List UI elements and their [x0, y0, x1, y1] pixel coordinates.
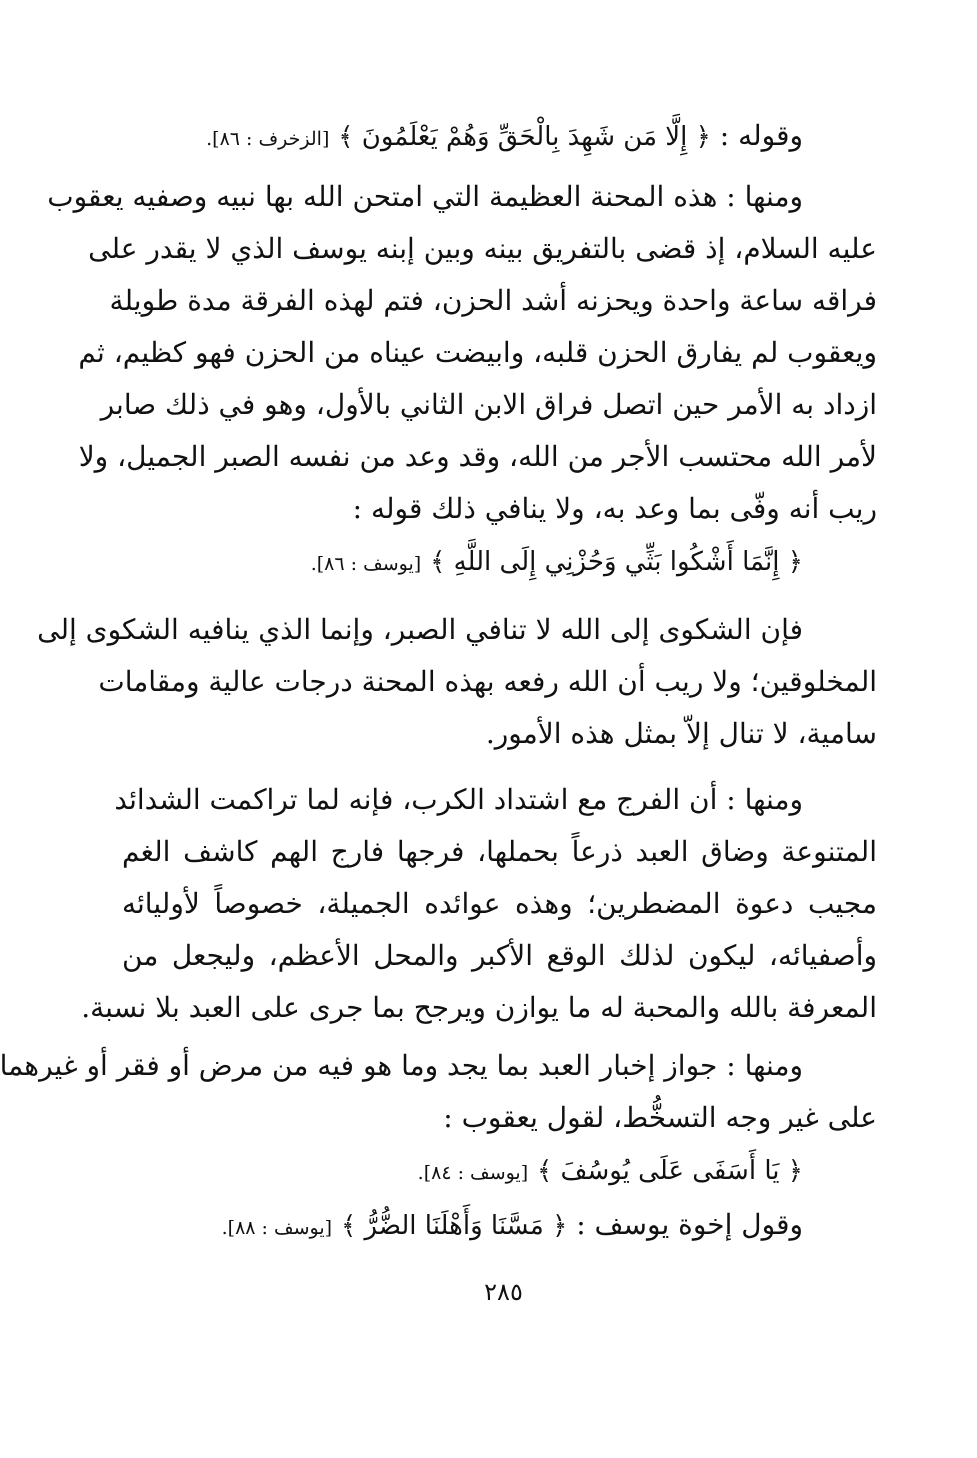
quran-verse: ﴿ إِلَّا مَن شَهِدَ بِالْحَقِّ وَهُمْ يَعْلَمُونَ ﴾ [338, 122, 711, 152]
verse-reference: [يوسف : ٨٨]. [221, 1217, 333, 1239]
verse-line-yusuf-88 [122, 1199, 877, 1254]
text-line: المتنوعة وضاق العبد ذرعاً بحملها، فرجها فارج الهم كاشف الغم [122, 835, 877, 868]
verse-line-zukhruf [122, 110, 877, 165]
paragraph-relief [81, 774, 877, 1034]
paragraph-permission [0, 1040, 877, 1144]
text-line: ازداد به الأمر حين اتصل فراق الابن الثاني بالأول، وهو في ذلك صابر [100, 388, 877, 421]
text-line: ريب أنه وفّى بما وعد به، ولا ينافي ذلك قوله : [352, 492, 877, 525]
quran-verse: ﴿ يَا أَسَفَى عَلَى يُوسُفَ ﴾ [537, 1156, 803, 1186]
quran-verse: ﴿ إِنَّمَا أَشْكُوا بَثِّي وَحُزْنِي إِلَى اللَّهِ ﴾ [430, 547, 803, 577]
paragraph-trial [47, 171, 877, 535]
text-line: مجيب دعوة المضطرين؛ وهذه عوائده الجميلة، خصوصاً لأوليائه [122, 887, 877, 920]
text-line: المعرفة بالله والمحبة له ما يوازن ويرجح بما جرى على العبد بلا نسبة. [81, 991, 877, 1024]
text-line: لأمر الله محتسب الأجر من الله، وقد وعد من نفسه الصبر الجميل، ولا [78, 440, 877, 473]
text-line: على غير وجه التسخُّط، لقول يعقوب : [443, 1101, 877, 1134]
text-line: ومنها : أن الفرج مع اشتداد الكرب، فإنه لما تراكمت الشدائد [114, 783, 803, 816]
quran-verse: ﴿ مَسَّنَا وَأَهْلَنَا الضُّرُّ ﴾ [340, 1211, 568, 1241]
text-line: سامية، لا تنال إلاّ بمثل هذه الأمور. [485, 717, 877, 750]
text-line: فراقه ساعة واحدة ويحزنه أشد الحزن، فتم لهذه الفرقة مدة طويلة [109, 284, 877, 317]
text-line: وأصفيائه، ليكون لذلك الوقع الأكبر والمحل الأعظم، وليجعل من [122, 939, 877, 972]
text-line: ومنها : هذه المحنة العظيمة التي امتحن الله بها نبيه وصفيه يعقوب [47, 180, 803, 213]
page-number: ٢٨٥ [484, 1278, 523, 1306]
verse-line-yusuf-84 [122, 1144, 877, 1199]
text-line: فإن الشكوى إلى الله لا تنافي الصبر، وإنما الذي ينافيه الشكوى إلى [37, 613, 803, 646]
paragraph-complaint [37, 604, 877, 760]
verse-line-yusuf-86 [122, 535, 877, 590]
page-content [0, 110, 877, 1254]
verse-reference: [الزخرف : ٨٦]. [206, 128, 330, 150]
text-line: ويعقوب لم يفارق الحزن قلبه، وابيضت عيناه من الحزن فهو كظيم، ثم [78, 336, 877, 369]
verse-reference: [يوسف : ٨٦]. [310, 553, 422, 575]
text-line: المخلوقين؛ ولا ريب أن الله رفعه بهذه المحنة درجات عالية ومقامات [98, 665, 877, 698]
verse-intro: وقوله : [719, 119, 803, 152]
verse-reference: [يوسف : ٨٤]. [417, 1162, 529, 1184]
verse-intro: وقول إخوة يوسف : [576, 1208, 803, 1241]
text-line: ومنها : جواز إخبار العبد بما يجد وما هو فيه من مرض أو فقر أو غيرهما [0, 1049, 803, 1082]
text-line: عليه السلام، إذ قضى بالتفريق بينه وبين إبنه يوسف الذي لا يقدر على [88, 232, 877, 265]
